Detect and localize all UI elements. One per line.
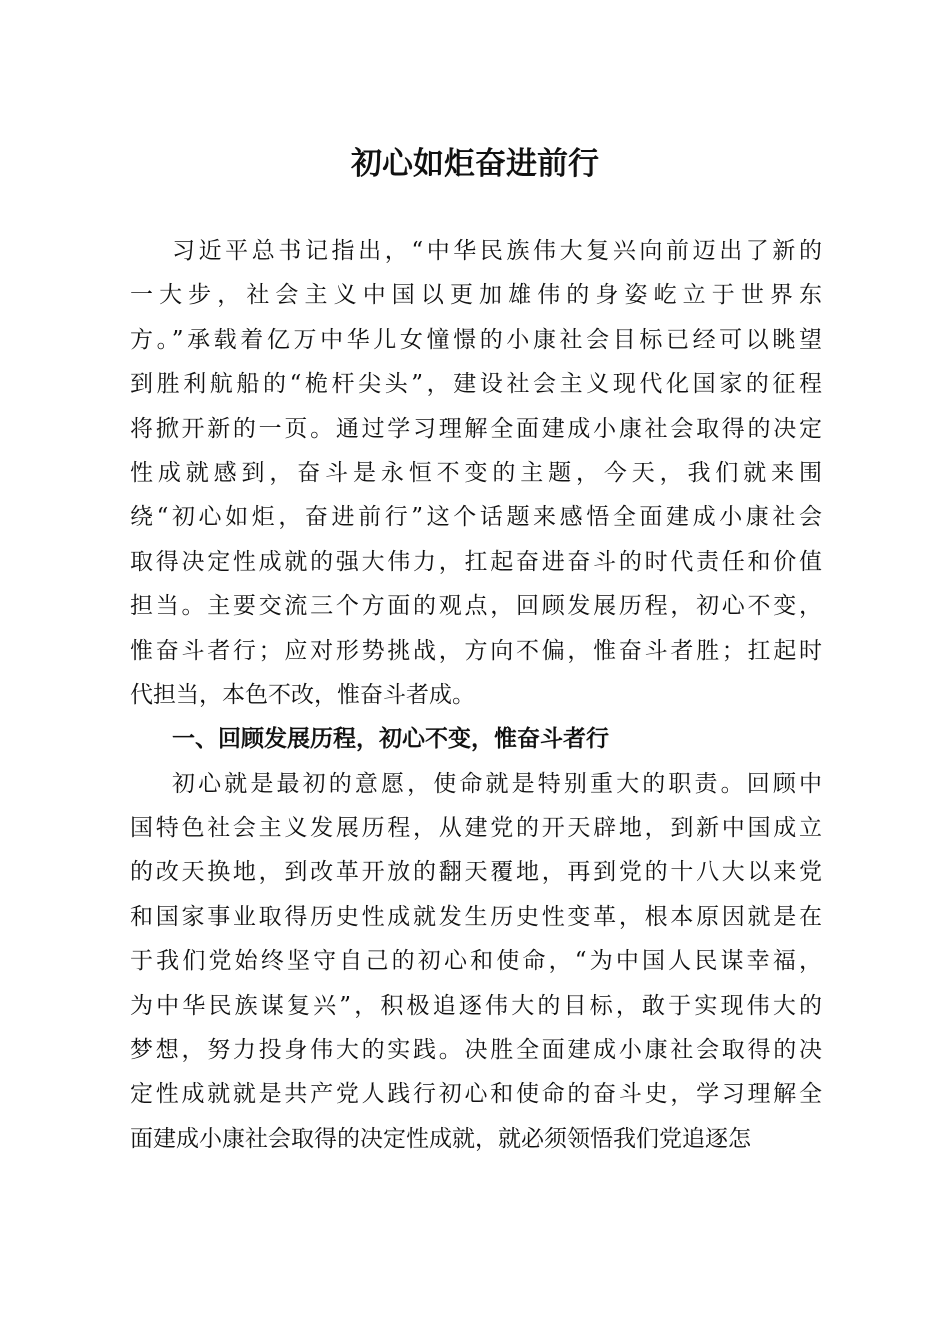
text-line: 习近平总书记指出，“中华民族伟大复兴向前迈出了新的	[172, 238, 822, 264]
text-line: 到胜利航船的“桅杆尖头”，建设社会主义现代化国家的征程	[130, 371, 822, 398]
text-line: 取得决定性成就的强大伟力，扛起奋进奋斗的时代责任和价值	[130, 548, 822, 575]
text-line: 国特色社会主义发展历程，从建党的开天辟地，到新中国成立	[130, 815, 822, 842]
text-line: 代担当，本色不改，惟奋斗者成。	[130, 681, 475, 708]
paragraph	[130, 229, 822, 717]
text-line: 性成就感到，奋斗是永恒不变的主题，今天，我们就来围	[130, 459, 822, 486]
text-line: 定性成就就是共产党人践行初心和使命的奋斗史，学习理解全	[130, 1081, 822, 1108]
text-line: 和国家事业取得历史性成就发生历史性变革，根本原因就是在	[130, 903, 822, 930]
text-line: 绕“初心如炬，奋进前行”这个话题来感悟全面建成小康社会	[130, 504, 822, 531]
text-line: 将掀开新的一页。通过学习理解全面建成小康社会取得的决定	[130, 415, 822, 442]
text-line: 方。”承载着亿万中华儿女憧憬的小康社会目标已经可以眺望	[130, 326, 822, 353]
text-line: 于我们党始终坚守自己的初心和使命，“为中国人民谋幸福，	[130, 948, 822, 975]
text-line: 一大步，社会主义中国以更加雄伟的身姿屹立于世界东	[130, 282, 822, 309]
section-heading: 一、回顾发展历程，初心不变，惟奋斗者行	[172, 726, 609, 753]
paragraph	[130, 762, 822, 1162]
text-line: 面建成小康社会取得的决定性成就，就必须领悟我们党追逐怎	[130, 1125, 751, 1152]
document-body	[130, 229, 822, 1161]
text-line: 梦想，努力投身伟大的实践。决胜全面建成小康社会取得的决	[130, 1037, 822, 1064]
text-line: 初心就是最初的意愿，使命就是特别重大的职责。回顾中	[172, 770, 822, 797]
text-line: 的改天换地，到改革开放的翻天覆地，再到党的十八大以来党	[130, 859, 822, 886]
document-title: 初心如炬奋进前行	[351, 146, 599, 182]
text-line: 惟奋斗者行；应对形势挑战，方向不偏，惟奋斗者胜；扛起时	[130, 637, 822, 664]
text-line: 担当。主要交流三个方面的观点，回顾发展历程，初心不变，	[130, 593, 822, 620]
text-line: 为中华民族谋复兴”，积极追逐伟大的目标，敢于实现伟大的	[130, 992, 822, 1019]
